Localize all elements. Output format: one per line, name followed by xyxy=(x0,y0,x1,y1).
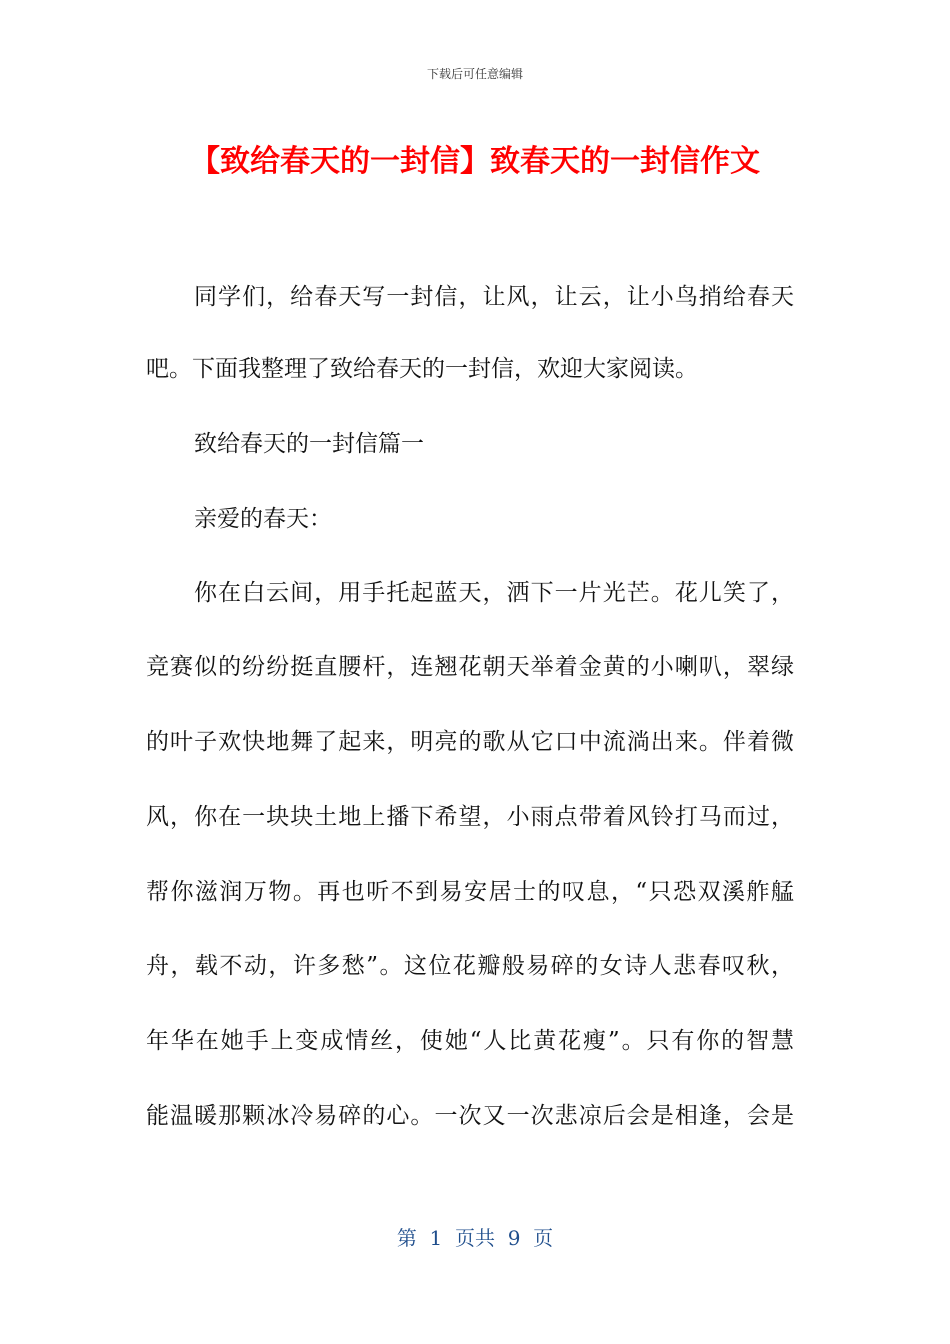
header-note: 下载后可任意编辑 xyxy=(426,67,523,81)
text-line: 的叶子欢快地舞了起来，明亮的歌从它口中流淌出来。伴着微 xyxy=(146,729,794,755)
text-line: 能温暖那颗冰冷易碎的心。一次又一次悲凉后会是相逢，会是 xyxy=(146,1103,794,1129)
text-line: 竞赛似的纷纷挺直腰杆，连翘花朝天举着金黄的小喇叭，翠绿 xyxy=(146,654,794,680)
text-line: 帮你滋润万物。再也听不到易安居士的叹息，“只恐双溪舴艋 xyxy=(146,879,794,905)
section-heading: 致给春天的一封信篇一 xyxy=(194,431,424,457)
text-line: 吧。下面我整理了致给春天的一封信，欢迎大家阅读。 xyxy=(146,356,698,382)
page-footer xyxy=(0,1224,950,1252)
page-total: 共 9 页 xyxy=(475,1226,554,1250)
text-line: 年华在她手上变成情丝，使她“人比黄花瘦”。只有你的智慧 xyxy=(146,1028,794,1054)
text-line: 风，你在一块块土地上播下希望，小雨点带着风铃打马而过， xyxy=(146,804,794,830)
document-title: 【致给春天的一封信】致春天的一封信作文 xyxy=(190,144,760,179)
salutation: 亲爱的春天： xyxy=(194,506,332,532)
text-line: 同学们，给春天写一封信，让风，让云，让小鸟捎给春天 xyxy=(194,284,794,310)
page-number: 第 1 页 xyxy=(396,1226,475,1250)
text-line: 你在白云间，用手托起蓝天，洒下一片光芒。花儿笑了， xyxy=(194,580,794,606)
text-line: 舟，载不动，许多愁”。这位花瓣般易碎的女诗人悲春叹秋， xyxy=(146,953,794,979)
